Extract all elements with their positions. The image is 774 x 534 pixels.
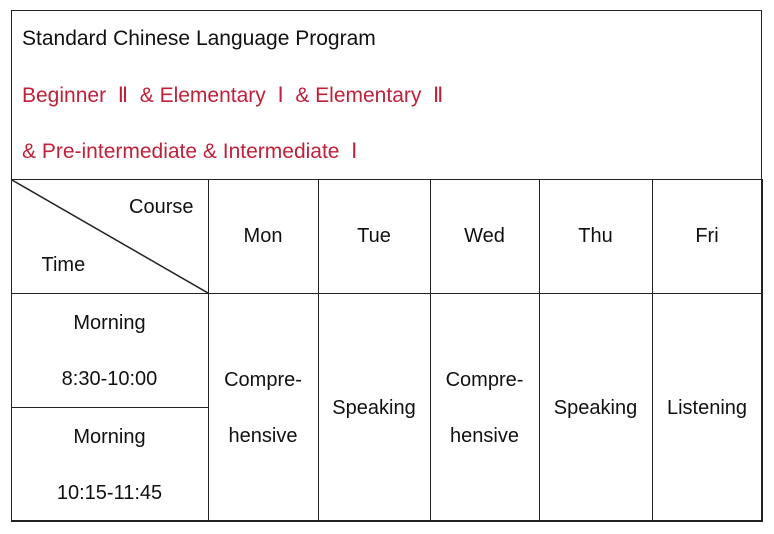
course-mon: [208, 294, 318, 522]
day-header-tue: Tue: [318, 180, 430, 294]
table-row: [11, 294, 762, 408]
schedule-sheet: [11, 10, 762, 521]
course-wed: [430, 294, 539, 522]
course-wed-line-1: Compre-: [445, 368, 524, 391]
course-thu-label: Speaking: [553, 396, 638, 419]
course-mon-line-2: hensive: [228, 424, 298, 447]
program-header: [12, 11, 761, 181]
corner-cell: [11, 180, 208, 294]
course-fri-label: Listening: [666, 396, 748, 419]
course-axis-label: Course: [129, 196, 194, 218]
program-levels-line-1: Beginner Ⅱ & Elementary Ⅰ & Elementary Ⅱ: [22, 84, 444, 107]
schedule-table: [11, 179, 763, 522]
time-slot-range: 10:15-11:45: [56, 481, 163, 504]
course-thu: [539, 294, 652, 522]
day-header-wed: Wed: [430, 180, 539, 294]
time-slot-name: Morning: [73, 425, 146, 448]
time-axis-label: Time: [41, 254, 86, 276]
course-tue-label: Speaking: [332, 396, 416, 419]
course-fri: [652, 294, 762, 522]
course-wed-line-2: hensive: [450, 424, 519, 447]
course-tue: [318, 294, 430, 522]
program-title: Standard Chinese Language Program: [22, 27, 376, 50]
course-mon-line-1: Compre-: [224, 368, 302, 391]
table-header-row: [11, 180, 762, 294]
time-slot-1: [11, 294, 208, 408]
time-slot-name: Morning: [73, 311, 146, 334]
time-slot-2: [11, 408, 208, 522]
day-header-thu: Thu: [539, 180, 652, 294]
time-slot-range: 8:30-10:00: [61, 367, 158, 390]
day-header-mon: Mon: [208, 180, 318, 294]
day-header-fri: Fri: [652, 180, 762, 294]
program-levels-line-2: & Pre-intermediate & Intermediate Ⅰ: [22, 140, 358, 163]
